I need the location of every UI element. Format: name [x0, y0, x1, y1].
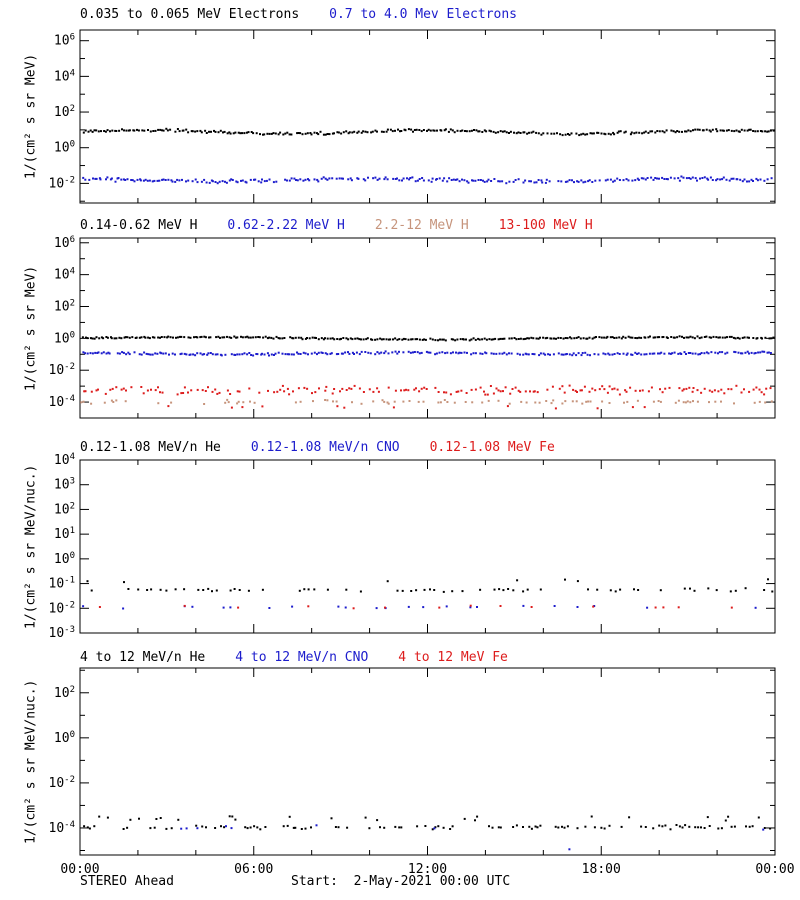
- y-tick-label: $10^{-1}$: [48, 575, 75, 592]
- series-points-electrons-high: [82, 176, 772, 185]
- y-tick-label: $10^4$: [53, 266, 75, 283]
- y-tick-label: $10^{-4}$: [48, 394, 75, 411]
- y-tick-label: $10^2$: [53, 501, 75, 518]
- series-label-h3: 2.2-12 MeV H: [374, 218, 469, 233]
- y-tick-label: $10^6$: [53, 234, 75, 251]
- series-points-electrons-low: [83, 128, 775, 136]
- y-tick-label: $10^0$: [53, 729, 75, 746]
- y-tick-label: $10^{-2}$: [48, 175, 75, 192]
- panel-1-legend: [80, 7, 517, 22]
- x-tick-label: 06:00: [234, 862, 274, 877]
- series-label-electrons-low: 0.035 to 0.065 MeV Electrons: [80, 7, 300, 22]
- x-tick-label: 00:00: [60, 862, 100, 877]
- y-axis-label-panel-1: 1/(cm² s sr MeV): [23, 53, 39, 180]
- panel-border: [80, 668, 775, 855]
- x-tick-label: 12:00: [407, 862, 448, 877]
- panel-1: [49, 30, 776, 203]
- y-tick-label: $10^1$: [53, 526, 75, 543]
- panel-border: [80, 238, 775, 418]
- panel-4-legend: [80, 650, 508, 665]
- spacecraft-label: STEREO Ahead: [80, 874, 174, 889]
- panel-4: [49, 668, 776, 855]
- series-points-h-0.14-0.62: [82, 335, 775, 341]
- y-tick-label: $10^2$: [53, 104, 75, 121]
- series-label-h4: 13-100 MeV H: [498, 218, 593, 233]
- y-tick-label: $10^0$: [53, 139, 75, 156]
- x-tick-label: 18:00: [581, 862, 621, 877]
- series-points-h-13-100: [83, 385, 771, 410]
- series-label-fe-high: 4 to 12 MeV Fe: [398, 650, 508, 665]
- y-tick-label: $10^4$: [53, 68, 75, 85]
- y-tick-label: $10^0$: [53, 330, 75, 347]
- series-label-he-high: 4 to 12 MeV/n He: [80, 650, 206, 665]
- series-points-cno-4-12: [180, 824, 764, 850]
- panel-2: [49, 235, 776, 418]
- y-tick-label: $10^2$: [53, 684, 75, 701]
- y-tick-label: $10^{-2}$: [48, 774, 75, 791]
- series-label-he-low: 0.12-1.08 MeV/n He: [80, 440, 221, 455]
- series-label-fe-low: 0.12-1.08 MeV Fe: [429, 440, 555, 455]
- start-time-label: Start: 2-May-2021 00:00 UTC: [291, 874, 511, 889]
- y-tick-label: $10^{-4}$: [48, 819, 75, 836]
- series-points-h-2.2-12: [80, 399, 773, 405]
- series-points-he-0.12-1.08: [87, 578, 774, 593]
- y-axis-label-panel-3: 1/(cm² s sr MeV/nuc.): [23, 464, 39, 629]
- y-tick-label: $10^{-3}$: [48, 625, 75, 641]
- series-label-cno-high: 4 to 12 MeV/n CNO: [235, 650, 369, 665]
- y-tick-label: $10^{-2}$: [48, 362, 75, 379]
- y-tick-label: $10^0$: [53, 550, 75, 567]
- y-tick-label: $10^2$: [53, 298, 75, 315]
- panel-3: [49, 452, 776, 641]
- series-points-fe-0.12-1.08: [99, 605, 733, 610]
- series-label-electrons-high: 0.7 to 4.0 Mev Electrons: [329, 7, 517, 22]
- y-tick-label: $10^4$: [53, 452, 75, 468]
- x-tick-label: 00:00: [755, 862, 795, 877]
- series-label-cno-low: 0.12-1.08 MeV/n CNO: [250, 440, 400, 455]
- series-points-h-0.62-2.22: [82, 350, 772, 356]
- panel-2-legend: [80, 218, 593, 233]
- series-label-h2: 0.62-2.22 MeV H: [227, 218, 345, 233]
- y-tick-label: $10^6$: [53, 32, 75, 49]
- panel-3-legend: [80, 440, 555, 455]
- series-label-h1: 0.14-0.62 MeV H: [80, 218, 198, 233]
- y-tick-label: $10^3$: [53, 476, 75, 493]
- y-tick-label: $10^{-2}$: [48, 600, 75, 617]
- y-axis-label-panel-2: 1/(cm² s sr MeV): [23, 265, 39, 391]
- y-axis-label-panel-4: 1/(cm² s sr MeV/nuc.): [23, 679, 39, 844]
